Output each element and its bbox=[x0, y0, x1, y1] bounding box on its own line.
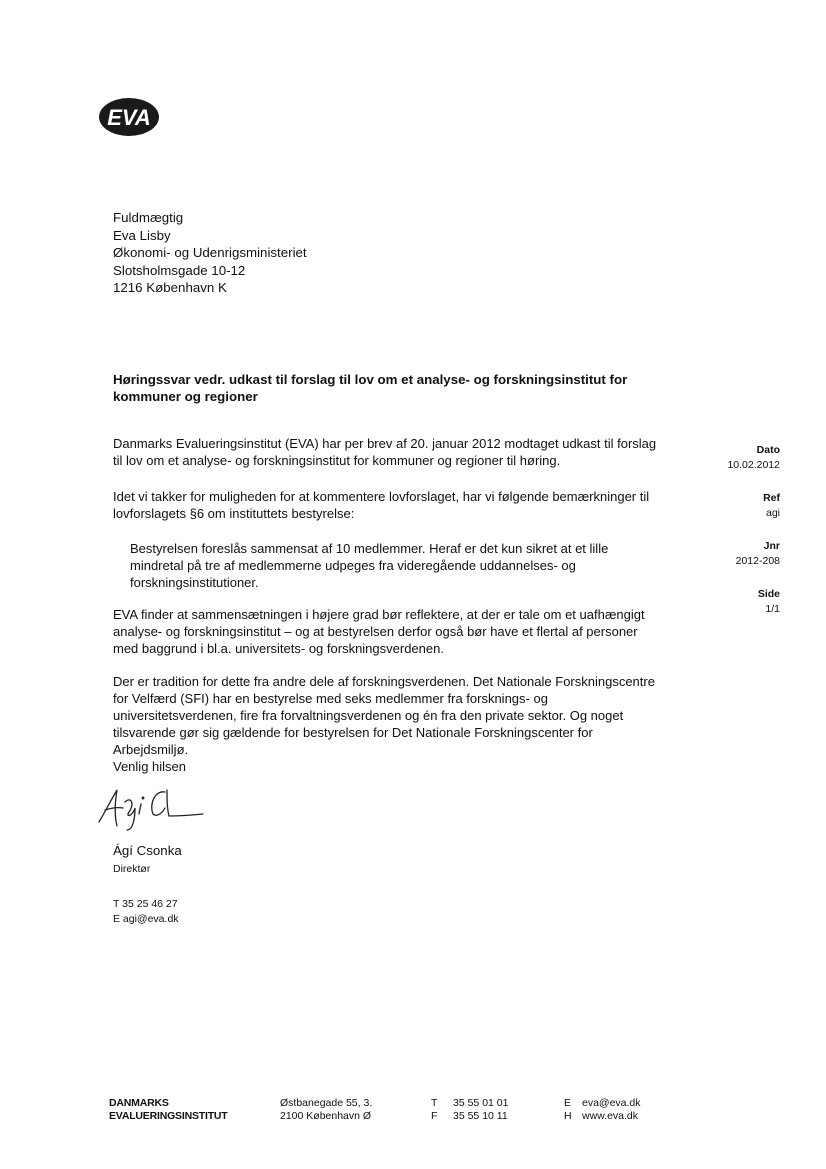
date-label: Dato bbox=[756, 444, 780, 456]
footer-web-values bbox=[582, 1097, 641, 1123]
footer-address bbox=[280, 1097, 372, 1123]
logo-text: EVA bbox=[107, 105, 151, 130]
footer-fax-label: F bbox=[431, 1110, 438, 1122]
footer-phone-values bbox=[453, 1097, 508, 1123]
signatory-title: Direktør bbox=[113, 863, 151, 875]
jnr-value: 2012-208 bbox=[735, 555, 780, 567]
jnr-label: Jnr bbox=[763, 540, 780, 552]
letter-footer bbox=[0, 1097, 826, 1127]
footer-phone-label: T bbox=[431, 1097, 438, 1109]
footer-email-label: E bbox=[564, 1097, 572, 1109]
signatory-email: E agi@eva.dk bbox=[113, 913, 179, 925]
paragraph-2: Idet vi takker for muligheden for at kommentere lovforslaget, har vi følgende bemærkninger til lovforslagets §6 om instituttets bestyrelse: bbox=[113, 489, 650, 521]
footer-org-line1: DANMARKS bbox=[109, 1097, 169, 1109]
date-block bbox=[727, 443, 780, 473]
ref-label: Ref bbox=[763, 492, 780, 504]
footer-address-line1: Østbanegade 55, 3. bbox=[280, 1097, 373, 1109]
page-value: 1/1 bbox=[765, 603, 780, 615]
footer-fax-value: 35 55 10 11 bbox=[453, 1110, 508, 1122]
ref-value: agi bbox=[765, 507, 780, 519]
footer-phone-value: 35 55 01 01 bbox=[453, 1097, 509, 1109]
recipient-city: 1216 København K bbox=[113, 280, 227, 295]
handwritten-signature bbox=[95, 782, 205, 832]
footer-email-link[interactable]: eva@eva.dk bbox=[582, 1097, 641, 1109]
footer-address-line2: 2100 København Ø bbox=[280, 1110, 372, 1122]
page-block bbox=[758, 587, 780, 617]
recipient-name: Eva Lisby bbox=[113, 227, 171, 243]
letter-subject: Høringssvar vedr. udkast til forslag til lov om et analyse- og forskningsinstitut for kommuner og regioner bbox=[113, 372, 628, 404]
footer-org-line2: EVALUERINGSINSTITUT bbox=[109, 1110, 228, 1122]
paragraph-4: Der er tradition for dette fra andre dele af forskningsverdenen. Det Nationale Forskningscentre for Velfærd (SFI) har en bestyrelse med seks medlemmer fra forsknings- og universitetsverdenen, fire fra forvaltningsverdenen og én fra den private sektor. Og noget tilsvarende gør sig gældende for bestyrelsen for Det Nationale Forskningscenter for Arbejdsmiljø. bbox=[113, 674, 655, 757]
recipient-title: Fuldmægtig bbox=[113, 210, 184, 225]
footer-phone-labels bbox=[431, 1097, 437, 1123]
footer-website-label: H bbox=[564, 1110, 572, 1122]
signatory-phone: T 35 25 46 27 bbox=[113, 898, 178, 910]
date-value: 10.02.2012 bbox=[727, 459, 780, 471]
quoted-paragraph: Bestyrelsen foreslås sammensat af 10 medlemmer. Heraf er det kun sikret at et lille mindretal på tre af medlemmerne udpeges fra videregående uddannelses- og forskningsinstitutioner. bbox=[130, 541, 609, 590]
signatory-name: Ágí Csonka bbox=[113, 843, 182, 858]
paragraph-3: EVA finder at sammensætningen i højere grad bør reflektere, at der er tale om et uafhængigt analyse- og forskningsinstitut – og at bestyrelsen derfor også bør have et flertal af personer med baggrund i bl.a. universitets- og forskningsverdenen. bbox=[113, 607, 645, 656]
recipient-organization: Økonomi- og Udenrigsministeriet bbox=[113, 245, 307, 260]
footer-website-link[interactable]: www.eva.dk bbox=[582, 1110, 639, 1122]
recipient-street: Slotsholmsgade 10-12 bbox=[113, 262, 246, 278]
footer-organization bbox=[109, 1097, 228, 1123]
signatory-contact bbox=[113, 897, 179, 927]
footer-web-labels bbox=[564, 1097, 572, 1123]
jnr-block bbox=[736, 539, 780, 569]
page-label: Side bbox=[757, 588, 780, 600]
eva-logo bbox=[98, 97, 160, 137]
paragraph-1: Danmarks Evalueringsinstitut (EVA) har per brev af 20. januar 2012 modtaget udkast til forslag til lov om et analyse- og forskningsinstitut for kommuner og regioner til høring. bbox=[113, 436, 657, 468]
ref-block bbox=[763, 491, 780, 521]
closing: Venlig hilsen bbox=[113, 759, 186, 774]
recipient-address bbox=[113, 209, 307, 297]
